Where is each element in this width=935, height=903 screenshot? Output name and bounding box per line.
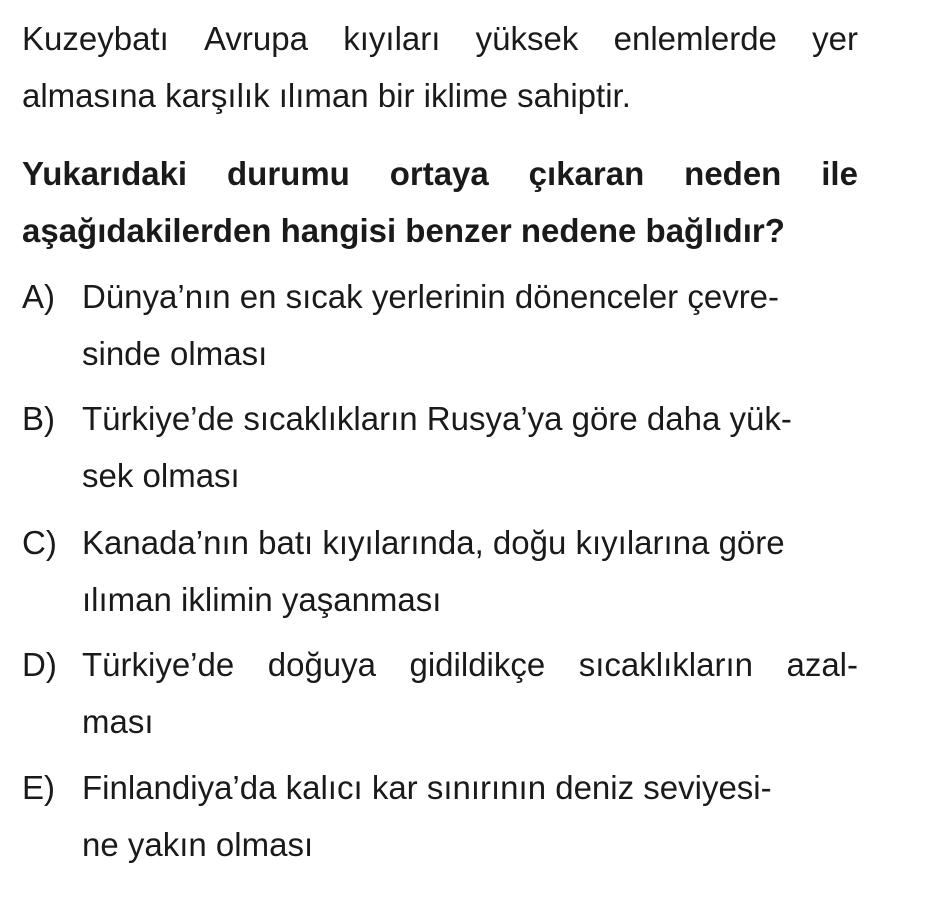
- option-text-line-1: [82, 648, 858, 681]
- stem-line-1: [22, 22, 858, 55]
- option-text-line-2: ması: [82, 703, 154, 740]
- option-letter: B): [22, 400, 55, 437]
- option-text-line-1: Türkiye’de sıcaklıkların Rusya’ya göre daha yük-: [82, 400, 792, 437]
- option-word: Türkiye’de: [82, 646, 235, 683]
- stem-word: Kuzeybatı: [22, 20, 169, 57]
- stem-line-2: almasına karşılık ılıman bir iklime sahiptir.: [22, 77, 631, 114]
- question-word: durumu: [227, 155, 350, 192]
- option-word: doğuya: [267, 646, 376, 683]
- option-text-line-1: Dünya’nın en sıcak yerlerinin dönenceler çevre-: [82, 278, 780, 315]
- option-letter: C): [22, 524, 57, 561]
- question-line-1: [22, 157, 858, 190]
- stem-word: Avrupa: [204, 20, 308, 57]
- stem-word: yüksek: [475, 20, 579, 57]
- option-word: gidildikçe: [409, 646, 546, 683]
- question-line-2: aşağıdakilerden hangisi benzer nedene bağlıdır?: [22, 212, 785, 249]
- option-letter: E): [22, 769, 55, 806]
- stem-word: kıyıları: [343, 20, 441, 57]
- question-word: ortaya: [389, 155, 489, 192]
- option-text-line-2: sinde olması: [82, 335, 268, 372]
- option-letter: A): [22, 278, 55, 315]
- question-word: çıkaran: [528, 155, 645, 192]
- option-text-line-2: ılıman iklimin yaşanması: [82, 581, 442, 618]
- option-word: sıcaklıkların: [578, 646, 753, 683]
- option-text-line-1: Kanada’nın batı kıyılarında, doğu kıyılarına göre: [82, 524, 785, 561]
- question-word: neden: [684, 155, 782, 192]
- option-letter: D): [22, 646, 57, 683]
- stem-word: yer: [812, 20, 858, 57]
- option-text-line-2: sek olması: [82, 457, 240, 494]
- stem-word: enlemlerde: [613, 20, 777, 57]
- question-word: ile: [821, 155, 858, 192]
- option-word: azal-: [786, 646, 858, 683]
- option-text-line-1: Finlandiya’da kalıcı kar sınırının deniz seviyesi-: [82, 769, 772, 806]
- option-text-line-2: ne yakın olması: [82, 826, 314, 863]
- question-word: Yukarıdaki: [22, 155, 188, 192]
